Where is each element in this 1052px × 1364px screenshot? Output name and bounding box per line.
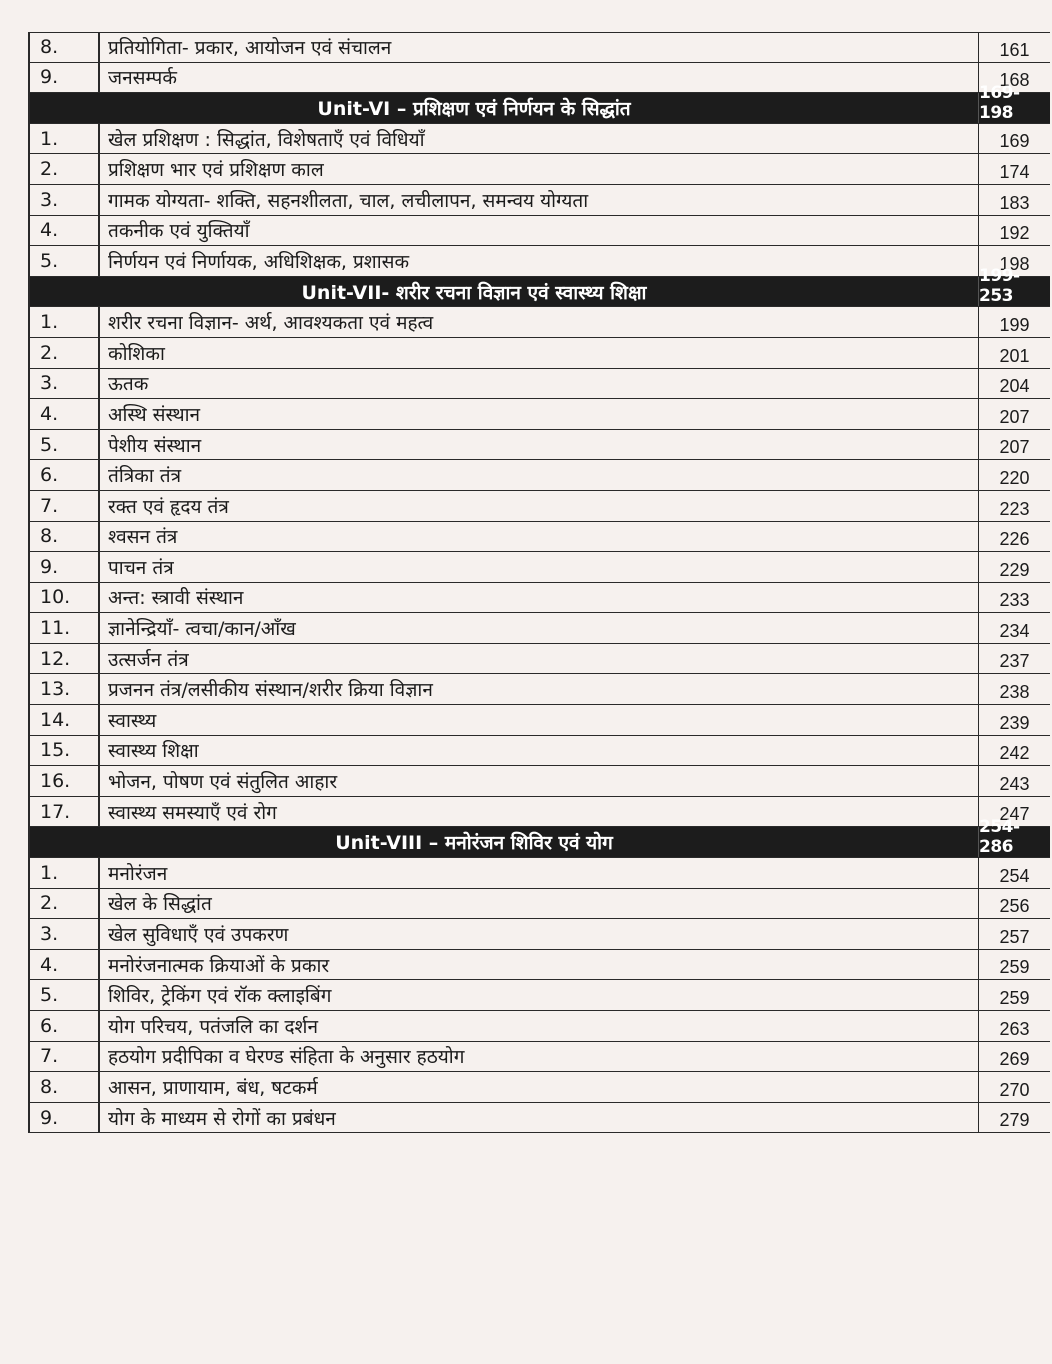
chapter-number: 6. — [30, 1011, 100, 1041]
toc-row — [30, 124, 1050, 155]
toc-row — [30, 1072, 1050, 1103]
toc-row — [30, 430, 1050, 461]
toc-row — [30, 154, 1050, 185]
page-number: 168 — [978, 63, 1050, 93]
chapter-title: कोशिका — [108, 342, 165, 365]
chapter-number: 8. — [30, 1072, 100, 1102]
chapter-number: 17. — [30, 797, 100, 827]
chapter-number: 1. — [30, 124, 100, 154]
chapter-title: ज्ञानेन्द्रियाँ- त्वचा/कान/आँख — [108, 618, 296, 641]
chapter-number: 3. — [30, 369, 100, 399]
page-number: 256 — [978, 889, 1050, 919]
unit-title: Unit-VI – प्रशिक्षण एवं निर्णयन के सिद्धांत — [30, 93, 978, 123]
chapter-number: 1. — [30, 858, 100, 888]
page-number: 238 — [978, 674, 1050, 704]
chapter-number: 2. — [30, 889, 100, 919]
page-number: 174 — [978, 154, 1050, 184]
toc-row — [30, 858, 1050, 889]
chapter-title: योग परिचय, पतंजलि का दर्शन — [108, 1015, 318, 1038]
page-number: 198 — [978, 246, 1050, 276]
toc-row — [30, 980, 1050, 1011]
page-number: 229 — [978, 552, 1050, 582]
page-number: 279 — [978, 1103, 1050, 1133]
toc-row — [30, 307, 1050, 338]
toc-row — [30, 338, 1050, 369]
page-number: 169 — [978, 124, 1050, 154]
toc-row — [30, 613, 1050, 644]
chapter-title: शरीर रचना विज्ञान- अर्थ, आवश्यकता एवं महत्व — [108, 312, 434, 335]
chapter-number: 9. — [30, 63, 100, 93]
toc-row — [30, 460, 1050, 491]
page-number: 226 — [978, 522, 1050, 552]
chapter-title: मनोरंजन — [108, 862, 168, 885]
page-number: 161 — [978, 33, 1050, 62]
page-number: 192 — [978, 216, 1050, 246]
chapter-number: 4. — [30, 216, 100, 246]
chapter-number: 11. — [30, 613, 100, 643]
chapter-title: श्वसन तंत्र — [108, 526, 178, 549]
chapter-title: प्रतियोगिता- प्रकार, आयोजन एवं संचालन — [108, 37, 392, 60]
page-number: 243 — [978, 766, 1050, 796]
chapter-title: स्वास्थ्य शिक्षा — [108, 740, 199, 763]
toc-row — [30, 63, 1050, 94]
page-number: 233 — [978, 583, 1050, 613]
page-number: 234 — [978, 613, 1050, 643]
toc-row — [30, 674, 1050, 705]
chapter-number: 1. — [30, 307, 100, 337]
chapter-title: पाचन तंत्र — [108, 556, 174, 579]
chapter-title: गामक योग्यता- शक्ति, सहनशीलता, चाल, लचीलापन, समन्वय योग्यता — [108, 189, 589, 212]
chapter-number: 9. — [30, 1103, 100, 1133]
chapter-number: 5. — [30, 430, 100, 460]
toc-row — [30, 766, 1050, 797]
chapter-number: 2. — [30, 154, 100, 184]
table-of-contents — [28, 32, 1050, 1133]
toc-row — [30, 369, 1050, 400]
page-number: 259 — [978, 980, 1050, 1010]
unit-header — [30, 266, 1050, 308]
chapter-number: 8. — [30, 33, 100, 62]
toc-row — [30, 1042, 1050, 1073]
toc-row — [30, 919, 1050, 950]
chapter-title: स्वास्थ्य समस्याएँ एवं रोग — [108, 801, 277, 824]
chapter-number: 9. — [30, 552, 100, 582]
chapter-title: योग के माध्यम से रोगों का प्रबंधन — [108, 1107, 336, 1130]
unit-title: Unit-VII- शरीर रचना विज्ञान एवं स्वास्थ्य शिक्षा — [30, 277, 978, 307]
chapter-number: 14. — [30, 705, 100, 735]
page-number: 259 — [978, 950, 1050, 980]
toc-row — [30, 185, 1050, 216]
unit-page-range: 169-198 — [978, 93, 1050, 123]
chapter-number: 12. — [30, 644, 100, 674]
toc-row — [30, 246, 1050, 277]
toc-row — [30, 216, 1050, 247]
unit-title: Unit-VIII – मनोरंजन शिविर एवं योग — [30, 827, 978, 857]
chapter-number: 5. — [30, 980, 100, 1010]
chapter-title: प्रशिक्षण भार एवं प्रशिक्षण काल — [108, 159, 324, 182]
chapter-title: प्रजनन तंत्र/लसीकीय संस्थान/शरीर क्रिया विज्ञान — [108, 679, 433, 702]
page-number: 257 — [978, 919, 1050, 949]
chapter-number: 3. — [30, 919, 100, 949]
toc-row — [30, 1103, 1050, 1134]
chapter-title: तकनीक एवं युक्तियाँ — [108, 220, 250, 243]
chapter-title: हठयोग प्रदीपिका व घेरण्ड संहिता के अनुसार हठयोग — [108, 1046, 465, 1069]
chapter-number: 8. — [30, 522, 100, 552]
chapter-number: 5. — [30, 246, 100, 276]
page-number: 183 — [978, 185, 1050, 215]
toc-row — [30, 522, 1050, 553]
toc-row — [30, 491, 1050, 522]
page-number: 201 — [978, 338, 1050, 368]
toc-row — [30, 736, 1050, 767]
toc-row — [30, 705, 1050, 736]
chapter-title: शिविर, ट्रेकिंग एवं रॉक क्लाइबिंग — [108, 985, 332, 1008]
chapter-title: भोजन, पोषण एवं संतुलित आहार — [108, 771, 338, 794]
toc-row — [30, 1011, 1050, 1042]
toc-row — [30, 399, 1050, 430]
chapter-title: अन्त: स्त्रावी संस्थान — [108, 587, 244, 610]
unit-header — [30, 82, 1050, 124]
toc-row — [30, 32, 1050, 63]
page-number: 220 — [978, 460, 1050, 490]
toc-row — [30, 644, 1050, 675]
unit-page-range: 199-253 — [978, 277, 1050, 307]
chapter-number: 7. — [30, 1042, 100, 1072]
chapter-number: 4. — [30, 399, 100, 429]
page-number: 242 — [978, 736, 1050, 766]
page-number: 247 — [978, 797, 1050, 827]
page-number: 237 — [978, 644, 1050, 674]
chapter-number: 7. — [30, 491, 100, 521]
toc-row — [30, 950, 1050, 981]
chapter-title: खेल के सिद्धांत — [108, 893, 212, 916]
page-number: 239 — [978, 705, 1050, 735]
toc-row — [30, 583, 1050, 614]
unit-header — [30, 817, 1050, 858]
page-number: 223 — [978, 491, 1050, 521]
page-number: 269 — [978, 1042, 1050, 1072]
page-number: 254 — [978, 858, 1050, 888]
chapter-title: खेल सुविधाएँ एवं उपकरण — [108, 924, 289, 947]
chapter-number: 2. — [30, 338, 100, 368]
chapter-title: उत्सर्जन तंत्र — [108, 648, 189, 671]
chapter-title: जनसम्पर्क — [108, 67, 177, 90]
chapter-number: 16. — [30, 766, 100, 796]
chapter-number: 4. — [30, 950, 100, 980]
chapter-title: रक्त एवं हृदय तंत्र — [108, 495, 229, 518]
chapter-number: 15. — [30, 736, 100, 766]
chapter-number: 6. — [30, 460, 100, 490]
chapter-title: मनोरंजनात्मक क्रियाओं के प्रकार — [108, 954, 330, 977]
chapter-number: 3. — [30, 185, 100, 215]
page-number: 207 — [978, 430, 1050, 460]
chapter-title: ऊतक — [108, 373, 149, 396]
toc-row — [30, 889, 1050, 920]
page-number: 270 — [978, 1072, 1050, 1102]
page-number: 204 — [978, 369, 1050, 399]
chapter-title: स्वास्थ्य — [108, 709, 157, 732]
page-number: 263 — [978, 1011, 1050, 1041]
chapter-title: खेल प्रशिक्षण : सिद्धांत, विशेषताएँ एवं विधियाँ — [108, 128, 425, 151]
unit-page-range: 254-286 — [978, 827, 1050, 857]
chapter-number: 13. — [30, 674, 100, 704]
chapter-title: आसन, प्राणायाम, बंध, षटकर्म — [108, 1076, 318, 1099]
chapter-title: पेशीय संस्थान — [108, 434, 202, 457]
chapter-title: तंत्रिका तंत्र — [108, 465, 182, 488]
chapter-title: निर्णयन एवं निर्णायक, अधिशिक्षक, प्रशासक — [108, 250, 410, 273]
chapter-number: 10. — [30, 583, 100, 613]
toc-row — [30, 797, 1050, 828]
toc-row — [30, 552, 1050, 583]
page-number: 199 — [978, 307, 1050, 337]
chapter-title: अस्थि संस्थान — [108, 403, 201, 426]
page-number: 207 — [978, 399, 1050, 429]
